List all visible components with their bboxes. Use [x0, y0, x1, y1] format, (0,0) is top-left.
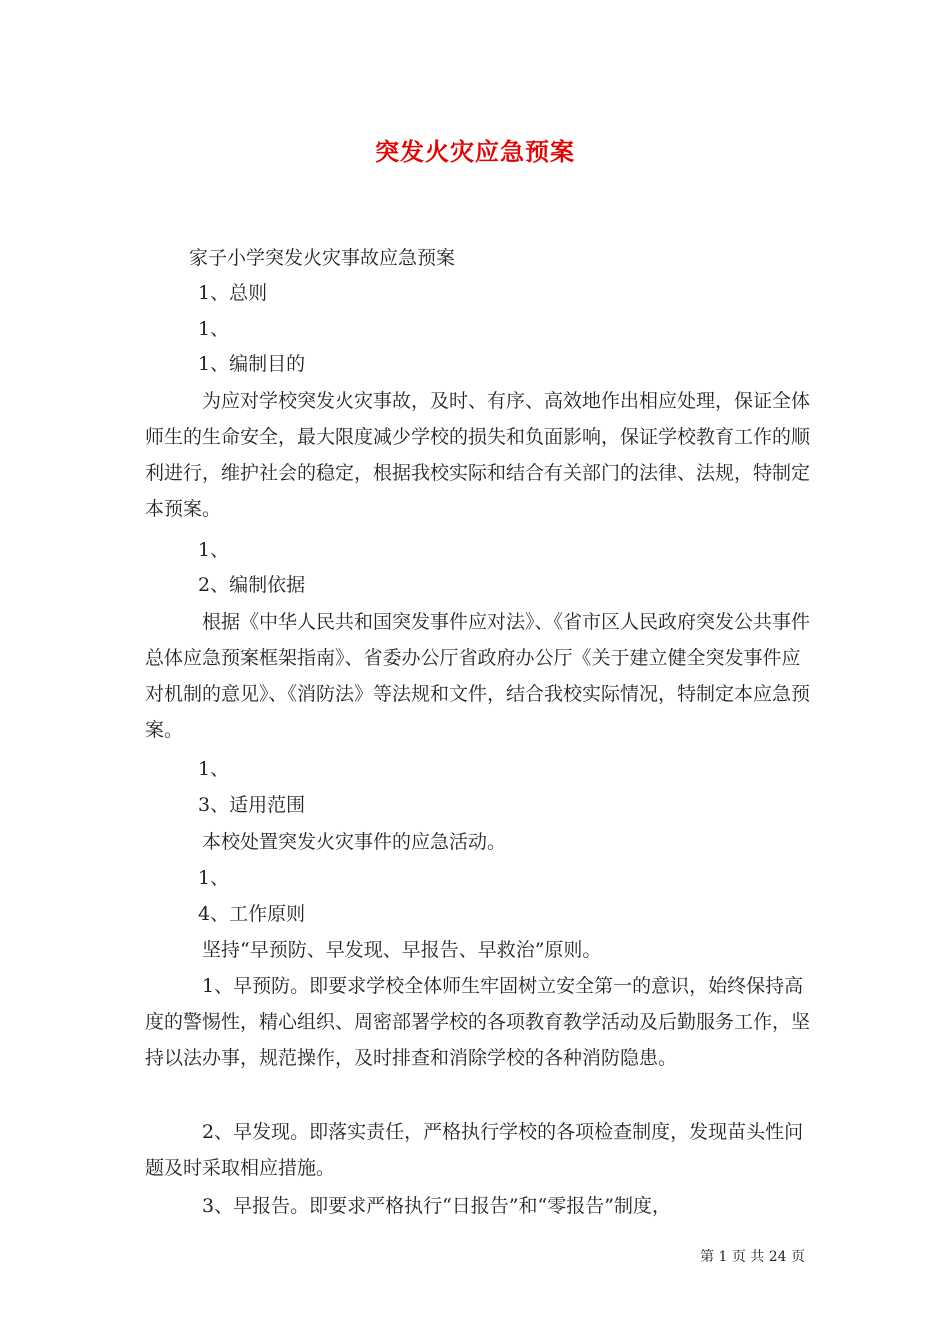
paragraph-heading-principles: 4、工作原则: [198, 903, 306, 925]
paragraph-numbering: 1、: [198, 758, 230, 780]
paragraph-early-prevention: 1、早预防。即要求学校全体师生牢固树立安全第一的意识，始终保持高度的警惕性，精心组织、周密部署学校的各项教育教学活动及后勤服务工作，坚持以法办事，规范操作，及时排查和消除学校的各种消防隐患。: [145, 975, 811, 1069]
document-title: 突发火灾应急预案: [375, 137, 575, 166]
paragraph-early-detection: 2、早发现。即落实责任，严格执行学校的各项检查制度，发现苗头性问题及时采取相应措施。: [145, 1121, 804, 1179]
paragraph-heading-basis: 2、编制依据: [198, 574, 306, 596]
paragraph-early-report: 3、早报告。即要求严格执行“日报告”和“零报告”制度，: [202, 1195, 671, 1217]
paragraph-heading-scope: 3、适用范围: [198, 794, 306, 816]
paragraph-principles-body: 坚持“早预防、早发现、早报告、早救治”原则。: [202, 939, 602, 961]
paragraph-basis-body: 根据《中华人民共和国突发事件应对法》、《省市区人民政府突发公共事件总体应急预案框架指南》、省委办公厅省政府办公厅《关于建立健全突发事件应对机制的意见》、《消防法》等法规和文件，结合我校实际情况，特制定本应急预案。: [145, 611, 811, 741]
paragraph-purpose-body: 为应对学校突发火灾事故，及时、有序、高效地作出相应处理，保证全体师生的生命安全，最大限度减少学校的损失和负面影响，保证学校教育工作的顺利进行，维护社会的稳定，根据我校实际和结合有关部门的法律、法规，特制定本预案。: [145, 390, 811, 520]
paragraph-numbering: 1、: [198, 867, 230, 889]
paragraph-scope-body: 本校处置突发火灾事件的应急活动。: [202, 831, 507, 853]
paragraph-numbering: 1、: [198, 318, 230, 340]
page-number-footer: 第 1 页 共 24 页: [700, 1249, 805, 1265]
paragraph-general: 1、总则: [198, 282, 268, 304]
paragraph-school-plan: 家子小学突发火灾事故应急预案: [189, 247, 456, 269]
paragraph-heading-purpose: 1、编制目的: [198, 353, 306, 375]
paragraph-numbering: 1、: [198, 539, 230, 561]
